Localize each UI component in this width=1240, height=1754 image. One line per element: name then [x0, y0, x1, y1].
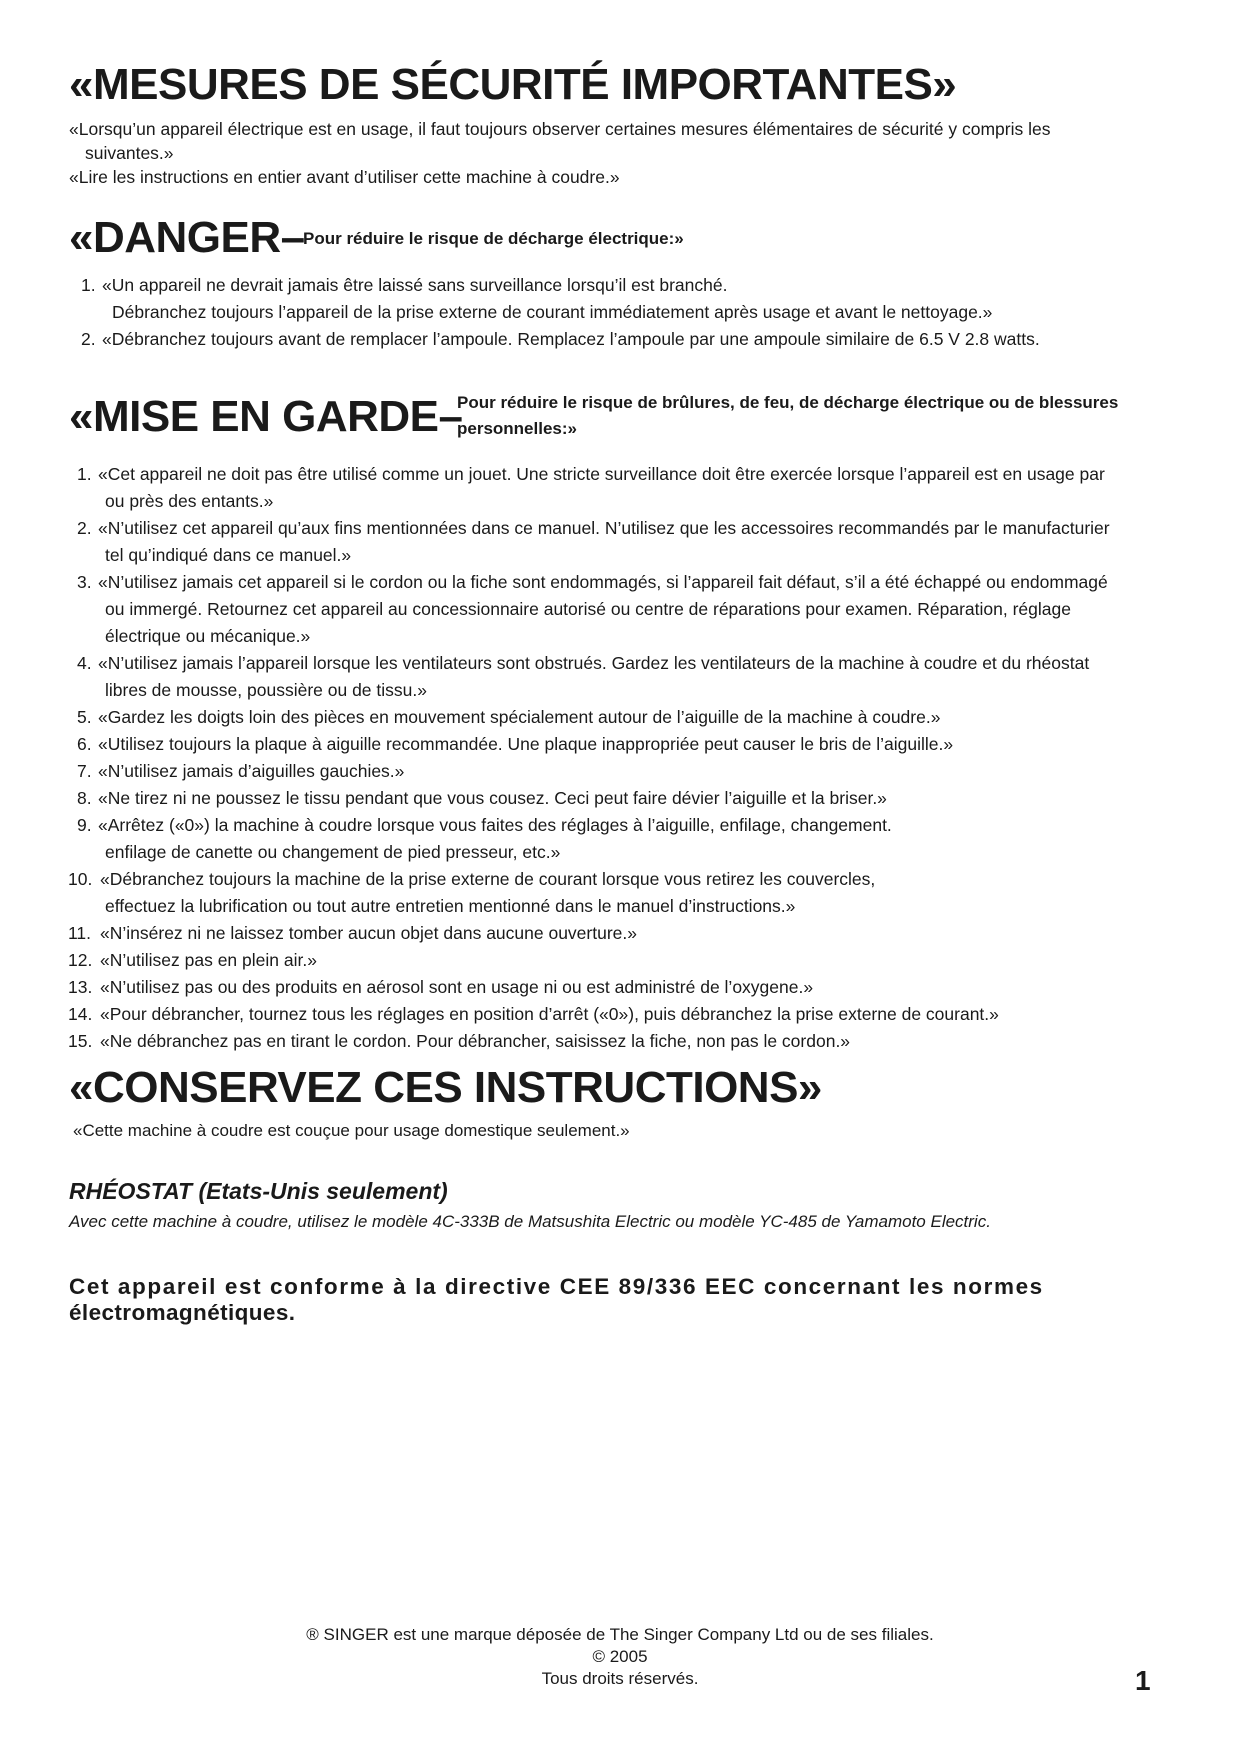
item-number: 2.: [81, 329, 96, 349]
footer-copyright: © 2005: [592, 1647, 648, 1666]
page-number: 1: [1135, 1665, 1151, 1696]
rheostat-heading: RHÉOSTAT (Etats-Unis seulement): [69, 1178, 448, 1204]
item-line: «Un appareil ne devrait jamais être laissé sans surveillance lorsqu’il est branché.: [102, 275, 728, 295]
item-line: «Ne débranchez pas en tirant le cordon. Pour débrancher, saisissez la fiche, non pas le cordon.»: [100, 1031, 851, 1051]
list-item: [69, 947, 1179, 974]
item-number: 11.: [68, 923, 92, 943]
danger-list: [69, 272, 1169, 353]
conformity-line-1: Cet appareil est conforme à la directive CEE 89/336 EEC concernant les normes: [69, 1274, 1044, 1299]
list-item: [69, 704, 1179, 731]
list-item: [69, 866, 1179, 920]
item-line: «Débranchez toujours la machine de la prise externe de courant lorsque vous retirez les couvercles,: [100, 869, 876, 889]
item-line: «N’utilisez pas en plein air.»: [100, 950, 317, 970]
item-line: ou immergé. Retournez cet appareil au concessionnaire autorisé ou centre de réparations pour examen. Réparation, réglage: [105, 599, 1071, 619]
item-number: 5.: [77, 707, 92, 727]
item-number: 4.: [77, 653, 92, 673]
list-item: [69, 461, 1179, 515]
item-number: 12.: [68, 950, 93, 970]
list-item: [69, 758, 1179, 785]
danger-subheading: Pour réduire le risque de décharge électrique:»: [303, 229, 684, 248]
item-line: électrique ou mécanique.»: [105, 626, 311, 646]
item-line: «N’utilisez jamais d’aiguilles gauchies.»: [98, 761, 405, 781]
item-number: 2.: [77, 518, 92, 538]
item-line: tel qu’indiqué dans ce manuel.»: [105, 545, 352, 565]
item-number: 10.: [68, 869, 93, 889]
item-line: «Cet appareil ne doit pas être utilisé comme un jouet. Une stricte surveillance doit être exercée lorsque l’appareil est en usage par: [98, 464, 1105, 484]
item-line: «N’utilisez pas ou des produits en aérosol sont en usage ni ou est administré de l’oxygene.»: [100, 977, 814, 997]
warning-heading: «MISE EN GARDE–: [69, 392, 463, 441]
danger-heading: «DANGER–: [69, 213, 305, 262]
list-item: [69, 569, 1179, 650]
list-item: [69, 1001, 1179, 1028]
conserve-heading: «CONSERVEZ CES INSTRUCTIONS»: [69, 1063, 822, 1112]
item-number: 8.: [77, 788, 92, 808]
item-line: «Débranchez toujours avant de remplacer l’ampoule. Remplacez l’ampoule par une ampoule similaire de 6.5 V 2.8 watts.: [102, 329, 1040, 349]
conserve-note: «Cette machine à coudre est couçue pour usage domestique seulement.»: [73, 1121, 630, 1140]
item-line: «N’utilisez jamais l’appareil lorsque les ventilateurs sont obstrués. Gardez les ventilateurs de la machine à coudre et du rhéostat: [98, 653, 1090, 673]
page-title: «MESURES DE SÉCURITÉ IMPORTANTES»: [69, 60, 957, 109]
item-number: 14.: [68, 1004, 93, 1024]
warning-subheading-line-1: Pour réduire le risque de brûlures, de feu, de décharge électrique ou de blessures: [457, 393, 1119, 412]
item-line: «N’insérez ni ne laissez tomber aucun objet dans aucune ouverture.»: [100, 923, 637, 943]
item-number: 3.: [77, 572, 92, 592]
item-line: «N’utilisez jamais cet appareil si le cordon ou la fiche sont endommagés, si l’appareil fait défaut, s’il a été échappé ou endommagé: [98, 572, 1108, 592]
item-line: «Arrêtez («0») la machine à coudre lorsque vous faites des réglages à l’aiguille, enfilage, changement.: [98, 815, 892, 835]
item-number: 6.: [77, 734, 92, 754]
list-item: [69, 650, 1179, 704]
list-item: [69, 974, 1179, 1001]
list-item: [69, 731, 1179, 758]
footer-trademark: ® SINGER est une marque déposée de The Singer Company Ltd ou de ses filiales.: [306, 1625, 934, 1644]
item-number: 7.: [77, 761, 92, 781]
item-number: 9.: [77, 815, 92, 835]
item-line: «Utilisez toujours la plaque à aiguille recommandée. Une plaque inappropriée peut causer le bris de l’aiguille.»: [98, 734, 954, 754]
warning-subheading-line-2: personnelles:»: [457, 419, 577, 438]
item-number: 15.: [68, 1031, 93, 1051]
list-item: [69, 515, 1179, 569]
item-line: effectuez la lubrification ou tout autre entretien mentionné dans le manuel d’instructions.»: [105, 896, 796, 916]
intro-line-1: «Lorsqu’un appareil électrique est en usage, il faut toujours observer certaines mesures élémentaires de sécurité y compris les: [69, 119, 1051, 139]
item-line: ou près des entants.»: [105, 491, 274, 511]
item-number: 1.: [81, 275, 96, 295]
conformity-line-2: électromagnétiques.: [69, 1300, 296, 1325]
intro-line-3: «Lire les instructions en entier avant d’utiliser cette machine à coudre.»: [69, 167, 620, 187]
item-line: «Pour débrancher, tournez tous les réglages en position d’arrêt («0»), puis débranchez la prise externe de courant.»: [100, 1004, 999, 1024]
item-line: enfilage de canette ou changement de pied presseur, etc.»: [105, 842, 561, 862]
intro-line-2: suivantes.»: [85, 143, 174, 163]
list-item: [69, 812, 1179, 866]
warning-list: [69, 461, 1179, 1055]
item-line: «Ne tirez ni ne poussez le tissu pendant que vous cousez. Ceci peut faire dévier l’aiguille et la briser.»: [98, 788, 887, 808]
list-item: [69, 272, 1169, 326]
item-line: Débranchez toujours l’appareil de la prise externe de courant immédiatement après usage et avant le nettoyage.»: [112, 302, 993, 322]
item-number: 1.: [77, 464, 92, 484]
list-item: [69, 785, 1179, 812]
list-item: [69, 1028, 1179, 1055]
list-item: [69, 920, 1179, 947]
footer-rights: Tous droits réservés.: [541, 1669, 699, 1688]
list-item: [69, 326, 1169, 353]
item-line: «Gardez les doigts loin des pièces en mouvement spécialement autour de l’aiguille de la machine à coudre.»: [98, 707, 941, 727]
item-line: libres de mousse, poussière ou de tissu.»: [105, 680, 427, 700]
rheostat-text: Avec cette machine à coudre, utilisez le modèle 4C-333B de Matsushita Electric ou modèle YC-485 de Yamamoto Electric.: [69, 1212, 991, 1231]
item-line: «N’utilisez cet appareil qu’aux fins mentionnées dans ce manuel. N’utilisez que les accessoires recommandés par le manufacturier: [98, 518, 1110, 538]
item-number: 13.: [68, 977, 93, 997]
